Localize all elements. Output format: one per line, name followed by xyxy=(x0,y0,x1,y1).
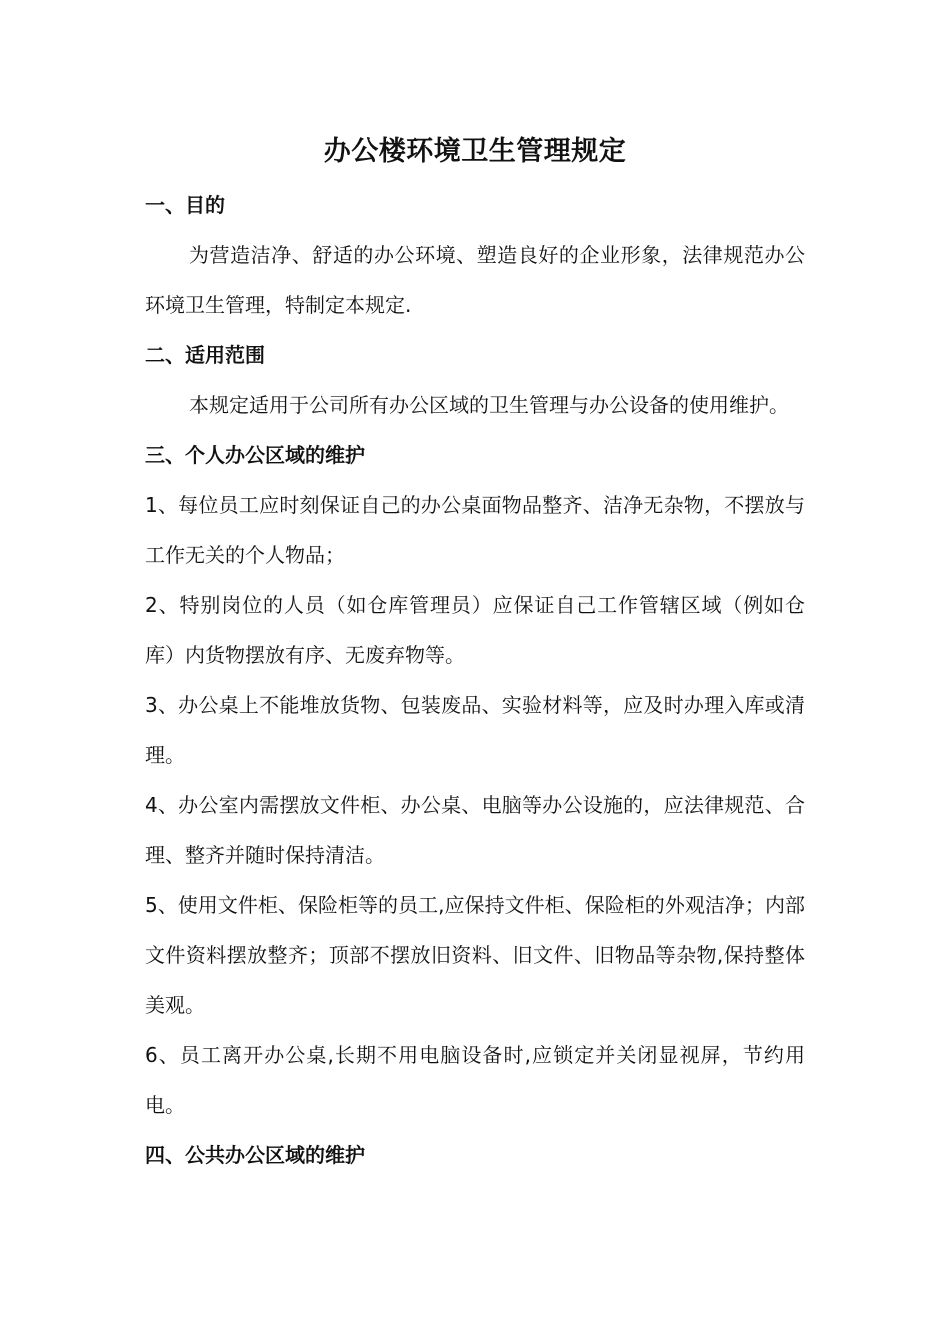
section-heading-scope: 二、适用范围 xyxy=(145,343,265,367)
section-heading-public-area: 四、公共办公区域的维护 xyxy=(145,1143,365,1167)
list-item: 5、使用文件柜、保险柜等的员工,应保持文件柜、保险柜的外观洁净；内部文件资料摆放整齐；顶部不摆放旧资料、旧文件、旧物品等杂物,保持整体美观。 xyxy=(145,893,805,1017)
section-heading-purpose: 一、目的 xyxy=(145,193,225,217)
section-heading-personal-area: 三、个人办公区域的维护 xyxy=(145,443,365,467)
list-item: 2、特别岗位的人员（如仓库管理员）应保证自己工作管辖区域（例如仓库）内货物摆放有序、无废弃物等。 xyxy=(145,593,805,667)
document-title: 办公楼环境卫生管理规定 xyxy=(323,136,627,167)
scope-paragraph: 本规定适用于公司所有办公区域的卫生管理与办公设备的使用维护。 xyxy=(189,393,789,417)
document-page xyxy=(145,0,805,1344)
list-item: 6、员工离开办公桌,长期不用电脑设备时,应锁定并关闭显视屏，节约用电。 xyxy=(145,1043,805,1117)
list-item: 1、每位员工应时刻保证自己的办公桌面物品整齐、洁净无杂物，不摆放与工作无关的个人物品； xyxy=(145,493,805,567)
list-item: 4、办公室内需摆放文件柜、办公桌、电脑等办公设施的，应法律规范、合理、整齐并随时保持清洁。 xyxy=(145,793,805,867)
list-item: 3、办公桌上不能堆放货物、包装废品、实验材料等，应及时办理入库或清理。 xyxy=(145,693,805,767)
purpose-paragraph: 为营造洁净、舒适的办公环境、塑造良好的企业形象，法律规范办公环境卫生管理，特制定本规定. xyxy=(145,243,805,317)
document-body xyxy=(145,180,805,1180)
